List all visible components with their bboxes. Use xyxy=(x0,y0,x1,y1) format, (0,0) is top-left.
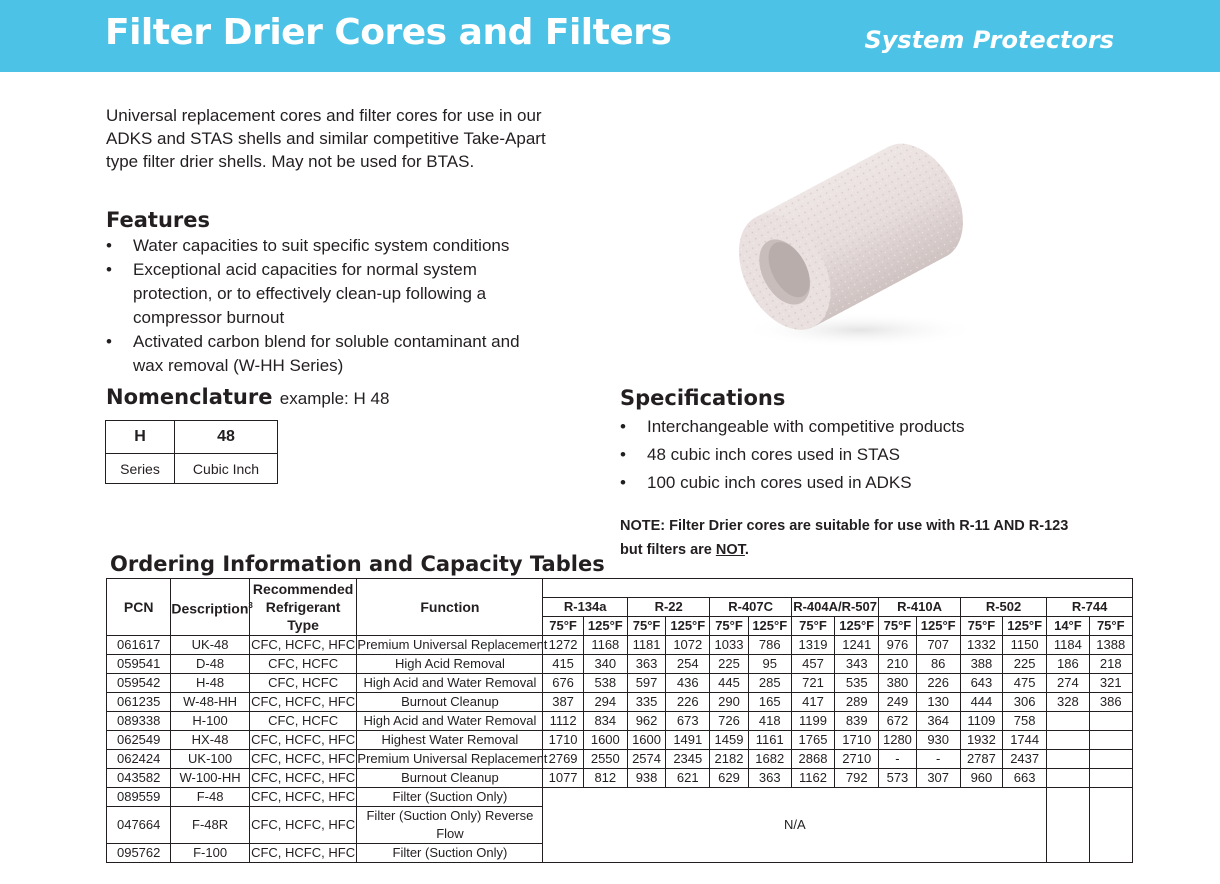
cell-capacity: 436 xyxy=(666,674,710,693)
ordering-heading: Ordering Information and Capacity Tables xyxy=(110,552,605,576)
cell-pcn: 061617 xyxy=(107,636,171,655)
cell-capacity xyxy=(1047,750,1089,769)
table-row xyxy=(107,750,1133,769)
temperature-header: 125°F xyxy=(835,617,879,636)
nomenclature-example: example: H 48 xyxy=(279,389,390,408)
cell-capacity: 1388 xyxy=(1089,636,1132,655)
nomenclature-code-series: H xyxy=(106,421,175,454)
cell-pcn: 059541 xyxy=(107,655,171,674)
specifications-item xyxy=(620,471,1020,495)
refrigerant-header: R-744 xyxy=(1047,598,1133,617)
cell-capacity: 2769 xyxy=(543,750,583,769)
cell-capacity: 976 xyxy=(879,636,916,655)
temperature-header: 125°F xyxy=(583,617,627,636)
cell-capacity: 340 xyxy=(583,655,627,674)
table-row xyxy=(107,769,1133,788)
cell-function: Burnout Cleanup xyxy=(357,693,543,712)
cell-capacity: 786 xyxy=(748,636,791,655)
cell-capacity: 1600 xyxy=(627,731,665,750)
intro-paragraph: Universal replacement cores and filter cores for use in our ADKS and STAS shells and similar competitive Take-Apart type filter drier shells. May not be used for BTAS. xyxy=(106,106,546,171)
cell-capacity: 1710 xyxy=(835,731,879,750)
temperature-header: 75°F xyxy=(543,617,583,636)
col-pcn: PCN xyxy=(107,579,171,636)
bullet: • xyxy=(620,445,626,464)
cell-refrigerant-type: CFC, HCFC, HFC xyxy=(249,693,357,712)
cell-refrigerant-type: CFC, HCFC, HFC xyxy=(249,636,357,655)
temperature-header: 75°F xyxy=(879,617,916,636)
cell-description: UK-100 xyxy=(171,750,249,769)
cell-capacity: 538 xyxy=(583,674,627,693)
cell-description: H-100 xyxy=(171,712,249,731)
temperature-header: 125°F xyxy=(666,617,710,636)
cell-pcn: 061235 xyxy=(107,693,171,712)
cell-refrigerant-type: CFC, HCFC, HFC xyxy=(249,731,357,750)
cell-capacity: 285 xyxy=(748,674,791,693)
cell-capacity: 1932 xyxy=(960,731,1002,750)
cell-function: Filter (Suction Only) xyxy=(357,844,543,863)
temperature-header: 75°F xyxy=(1089,617,1132,636)
cell-function: High Acid and Water Removal xyxy=(357,712,543,731)
bullet: • xyxy=(106,260,112,279)
cell-description: UK-48 xyxy=(171,636,249,655)
cell-capacity: 792 xyxy=(835,769,879,788)
features-item xyxy=(106,330,526,378)
cell-capacity: 1682 xyxy=(748,750,791,769)
cell-capacity: 1600 xyxy=(583,731,627,750)
cell-refrigerant-type: CFC, HCFC xyxy=(249,674,357,693)
cell-capacity: 673 xyxy=(666,712,710,731)
ordering-table xyxy=(106,578,1133,863)
cell-capacity: 335 xyxy=(627,693,665,712)
cell-capacity: 445 xyxy=(710,674,748,693)
refrigerant-header: R-22 xyxy=(627,598,709,617)
table-row xyxy=(107,674,1133,693)
cell-capacity: 1241 xyxy=(835,636,879,655)
specifications-list xyxy=(620,415,1020,499)
cell-refrigerant-type: CFC, HCFC xyxy=(249,712,357,731)
cell-function: High Acid Removal xyxy=(357,655,543,674)
cell-pcn: 089559 xyxy=(107,788,171,807)
filter-core-image xyxy=(700,115,1000,360)
cell-pcn: 062424 xyxy=(107,750,171,769)
cell-capacity: 2574 xyxy=(627,750,665,769)
cell-pcn: 047664 xyxy=(107,807,171,844)
table-row xyxy=(107,636,1133,655)
cell-capacity: 726 xyxy=(710,712,748,731)
header-row-top xyxy=(107,579,1133,598)
cell-capacity: 2710 xyxy=(835,750,879,769)
col-function: Function xyxy=(357,579,543,636)
bullet: • xyxy=(106,236,112,255)
cell-capacity: 1280 xyxy=(879,731,916,750)
cell-description: H-48 xyxy=(171,674,249,693)
cell-capacity: 328 xyxy=(1047,693,1089,712)
cell-refrigerant-type: CFC, HCFC, HFC xyxy=(249,750,357,769)
cell-capacity: 1112 xyxy=(543,712,583,731)
cell-capacity: 343 xyxy=(835,655,879,674)
cell-description: F-48R xyxy=(171,807,249,844)
refrigerant-header: R-410A xyxy=(879,598,960,617)
cell-function: Premium Universal Replacement xyxy=(357,750,543,769)
bullet: • xyxy=(620,473,626,492)
cell-capacity: 629 xyxy=(710,769,748,788)
cell-capacity: 962 xyxy=(627,712,665,731)
cell-refrigerant-type: CFC, HCFC, HFC xyxy=(249,769,357,788)
temperature-header: 75°F xyxy=(710,617,748,636)
cell-capacity: 1765 xyxy=(791,731,834,750)
nomenclature-code-cubic: 48 xyxy=(175,421,278,454)
nomenclature-title: Nomenclature xyxy=(106,385,273,409)
cell-capacity: 758 xyxy=(1003,712,1047,731)
refrigerant-header: R-404A/R-507 xyxy=(791,598,878,617)
cell-function: Burnout Cleanup xyxy=(357,769,543,788)
cell-description: HX-48 xyxy=(171,731,249,750)
cell-capacity: 294 xyxy=(583,693,627,712)
cell-description: W-48-HH xyxy=(171,693,249,712)
cell-capacity: 573 xyxy=(879,769,916,788)
bullet: • xyxy=(620,417,626,436)
cell-capacity: 364 xyxy=(916,712,960,731)
col-description xyxy=(171,579,253,636)
cell-capacity: 1161 xyxy=(748,731,791,750)
refrigerant-header: R-502 xyxy=(960,598,1046,617)
cell-capacity xyxy=(1047,731,1089,750)
cell-capacity: 721 xyxy=(791,674,834,693)
col-description-label: Description xyxy=(171,600,249,617)
col-refrigerant-type: Recommended Refrigerant Type xyxy=(249,579,357,636)
cell-capacity: 186 xyxy=(1047,655,1089,674)
cell-pcn: 095762 xyxy=(107,844,171,863)
cell-refrigerant-type: CFC, HCFC, HFC xyxy=(249,788,357,807)
cell-capacity: 210 xyxy=(879,655,916,674)
note-emphasis: NOT xyxy=(715,542,745,558)
cell-capacity: 1710 xyxy=(543,731,583,750)
cell-capacity: 321 xyxy=(1089,674,1132,693)
table-row xyxy=(107,693,1133,712)
cell-capacity: 2345 xyxy=(666,750,710,769)
cell-capacity: 290 xyxy=(710,693,748,712)
cell-capacity: 1109 xyxy=(960,712,1002,731)
cell-capacity: 225 xyxy=(1003,655,1047,674)
temperature-header: 125°F xyxy=(1003,617,1047,636)
table-row xyxy=(107,712,1133,731)
cell-capacity: 226 xyxy=(916,674,960,693)
temperature-header: 125°F xyxy=(748,617,791,636)
cell-refrigerant-type: CFC, HCFC xyxy=(249,655,357,674)
note-block xyxy=(620,514,1068,562)
specifications-item-text: Interchangeable with competitive products xyxy=(647,417,965,436)
features-item xyxy=(106,258,526,330)
cell-capacity: 249 xyxy=(879,693,916,712)
temperature-header: 75°F xyxy=(960,617,1002,636)
note-line-2 xyxy=(620,538,1068,562)
cell-capacity: 1459 xyxy=(710,731,748,750)
cell-capacity: 274 xyxy=(1047,674,1089,693)
page-subtitle: System Protectors xyxy=(864,26,1114,54)
temperature-header: 75°F xyxy=(791,617,834,636)
page-title: Filter Drier Cores and Filters xyxy=(105,12,672,53)
cell-function: Filter (Suction Only) xyxy=(357,788,543,807)
temperature-header: 125°F xyxy=(916,617,960,636)
nomenclature-label-series: Series xyxy=(106,454,175,484)
cell-capacity xyxy=(1089,769,1132,788)
cell-capacity: 663 xyxy=(1003,769,1047,788)
cell-capacity: 225 xyxy=(710,655,748,674)
cell-capacity: 86 xyxy=(916,655,960,674)
note-line-2-pre: but filters are xyxy=(620,542,716,558)
cell-description: F-100 xyxy=(171,844,249,863)
cell-capacity: 1199 xyxy=(791,712,834,731)
cell-capacity: 1181 xyxy=(627,636,665,655)
cell-capacity: 380 xyxy=(879,674,916,693)
cell-capacity: 672 xyxy=(879,712,916,731)
cell-capacity: 1033 xyxy=(710,636,748,655)
cell-description: F-48 xyxy=(171,788,249,807)
cell-capacity: - xyxy=(879,750,916,769)
features-item-text: Activated carbon blend for soluble contaminant and wax removal (W-HH Series) xyxy=(133,332,520,375)
specifications-heading: Specifications xyxy=(620,386,786,410)
cell-capacity: 218 xyxy=(1089,655,1132,674)
specifications-item xyxy=(620,415,1020,439)
cell-capacity: 417 xyxy=(791,693,834,712)
nomenclature-label-cubic: Cubic Inch xyxy=(175,454,278,484)
cell-refrigerant-type: CFC, HCFC, HFC xyxy=(249,807,357,844)
cell-pcn: 062549 xyxy=(107,731,171,750)
specifications-item-text: 100 cubic inch cores used in ADKS xyxy=(647,473,912,492)
temperature-header: 75°F xyxy=(627,617,665,636)
cell-capacity: 2550 xyxy=(583,750,627,769)
cell-capacity xyxy=(1047,769,1089,788)
cell-capacity: 226 xyxy=(666,693,710,712)
cell-capacity: 621 xyxy=(666,769,710,788)
cell-capacity: 1184 xyxy=(1047,636,1089,655)
cell-capacity: 643 xyxy=(960,674,1002,693)
cell-capacity: 1168 xyxy=(583,636,627,655)
cell-function: Filter (Suction Only) Reverse Flow xyxy=(357,807,543,844)
note-line-2-post: . xyxy=(744,542,749,558)
cell-capacity: 254 xyxy=(666,655,710,674)
cell-pcn: 059542 xyxy=(107,674,171,693)
cell-function: High Acid and Water Removal xyxy=(357,674,543,693)
features-item xyxy=(106,234,526,258)
cell-capacity: 387 xyxy=(543,693,583,712)
cell-description: D-48 xyxy=(171,655,249,674)
cell-function: Premium Universal Replacement xyxy=(357,636,543,655)
header-banner xyxy=(0,0,1220,72)
cell-empty xyxy=(1089,788,1132,863)
cell-capacity: 597 xyxy=(627,674,665,693)
cell-capacity: 2437 xyxy=(1003,750,1047,769)
features-heading: Features xyxy=(106,208,210,232)
cell-capacity: 415 xyxy=(543,655,583,674)
nomenclature-table xyxy=(105,420,278,484)
cell-capacity: 1272 xyxy=(543,636,583,655)
cell-description: W-100-HH xyxy=(171,769,249,788)
cell-capacity: 306 xyxy=(1003,693,1047,712)
cell-pcn: 043582 xyxy=(107,769,171,788)
cell-capacity: 2787 xyxy=(960,750,1002,769)
cell-refrigerant-type: CFC, HCFC, HFC xyxy=(249,844,357,863)
cell-capacity: 363 xyxy=(627,655,665,674)
cell-capacity: 457 xyxy=(791,655,834,674)
cell-capacity: 535 xyxy=(835,674,879,693)
cell-capacity: 388 xyxy=(960,655,1002,674)
cell-capacity: 812 xyxy=(583,769,627,788)
temperature-header: 14°F xyxy=(1047,617,1089,636)
cell-capacity: 707 xyxy=(916,636,960,655)
nomenclature-heading xyxy=(106,385,389,409)
header-spacer xyxy=(543,579,1133,598)
refrigerant-header: R-407C xyxy=(710,598,791,617)
specifications-item-text: 48 cubic inch cores used in STAS xyxy=(647,445,900,464)
cell-capacity: 95 xyxy=(748,655,791,674)
cell-capacity: - xyxy=(916,750,960,769)
cell-capacity: 960 xyxy=(960,769,1002,788)
cell-capacity: 444 xyxy=(960,693,1002,712)
cell-capacity: 418 xyxy=(748,712,791,731)
refrigerant-header: R-134a xyxy=(543,598,627,617)
cell-capacity: 130 xyxy=(916,693,960,712)
cell-capacity: 1744 xyxy=(1003,731,1047,750)
bullet: • xyxy=(106,332,112,351)
table-row xyxy=(107,731,1133,750)
cell-capacity: 839 xyxy=(835,712,879,731)
cell-empty xyxy=(1047,788,1089,863)
cell-capacity: 2182 xyxy=(710,750,748,769)
table-row xyxy=(107,655,1133,674)
note-line-1: NOTE: Filter Drier cores are suitable for use with R-11 AND R-123 xyxy=(620,518,1069,534)
cell-capacity: 676 xyxy=(543,674,583,693)
cell-capacity: 1332 xyxy=(960,636,1002,655)
cell-capacity: 2868 xyxy=(791,750,834,769)
cell-capacity: 363 xyxy=(748,769,791,788)
cell-capacity: 834 xyxy=(583,712,627,731)
cell-function: Highest Water Removal xyxy=(357,731,543,750)
features-item-text: Exceptional acid capacities for normal system protection, or to effectively clean-up following a compressor burnout xyxy=(133,260,487,327)
cell-capacity: 475 xyxy=(1003,674,1047,693)
specifications-item xyxy=(620,443,1020,467)
cell-capacity xyxy=(1047,712,1089,731)
cell-capacity: 1319 xyxy=(791,636,834,655)
cell-capacity xyxy=(1089,731,1132,750)
cell-capacity: 1491 xyxy=(666,731,710,750)
cell-capacity: 165 xyxy=(748,693,791,712)
cell-capacity xyxy=(1089,750,1132,769)
cell-capacity xyxy=(1089,712,1132,731)
cell-capacity: 1077 xyxy=(543,769,583,788)
cell-capacity: 386 xyxy=(1089,693,1132,712)
cell-capacity: 307 xyxy=(916,769,960,788)
features-list xyxy=(106,234,526,378)
cell-capacity: 938 xyxy=(627,769,665,788)
cell-pcn: 089338 xyxy=(107,712,171,731)
col-description-footnote: 3 xyxy=(248,600,253,610)
cell-capacity: 1162 xyxy=(791,769,834,788)
table-row xyxy=(107,788,1133,807)
cell-capacity: 930 xyxy=(916,731,960,750)
cell-capacity: 289 xyxy=(835,693,879,712)
features-item-text: Water capacities to suit specific system conditions xyxy=(133,236,510,255)
cell-na: N/A xyxy=(543,788,1047,863)
cell-capacity: 1150 xyxy=(1003,636,1047,655)
cell-capacity: 1072 xyxy=(666,636,710,655)
